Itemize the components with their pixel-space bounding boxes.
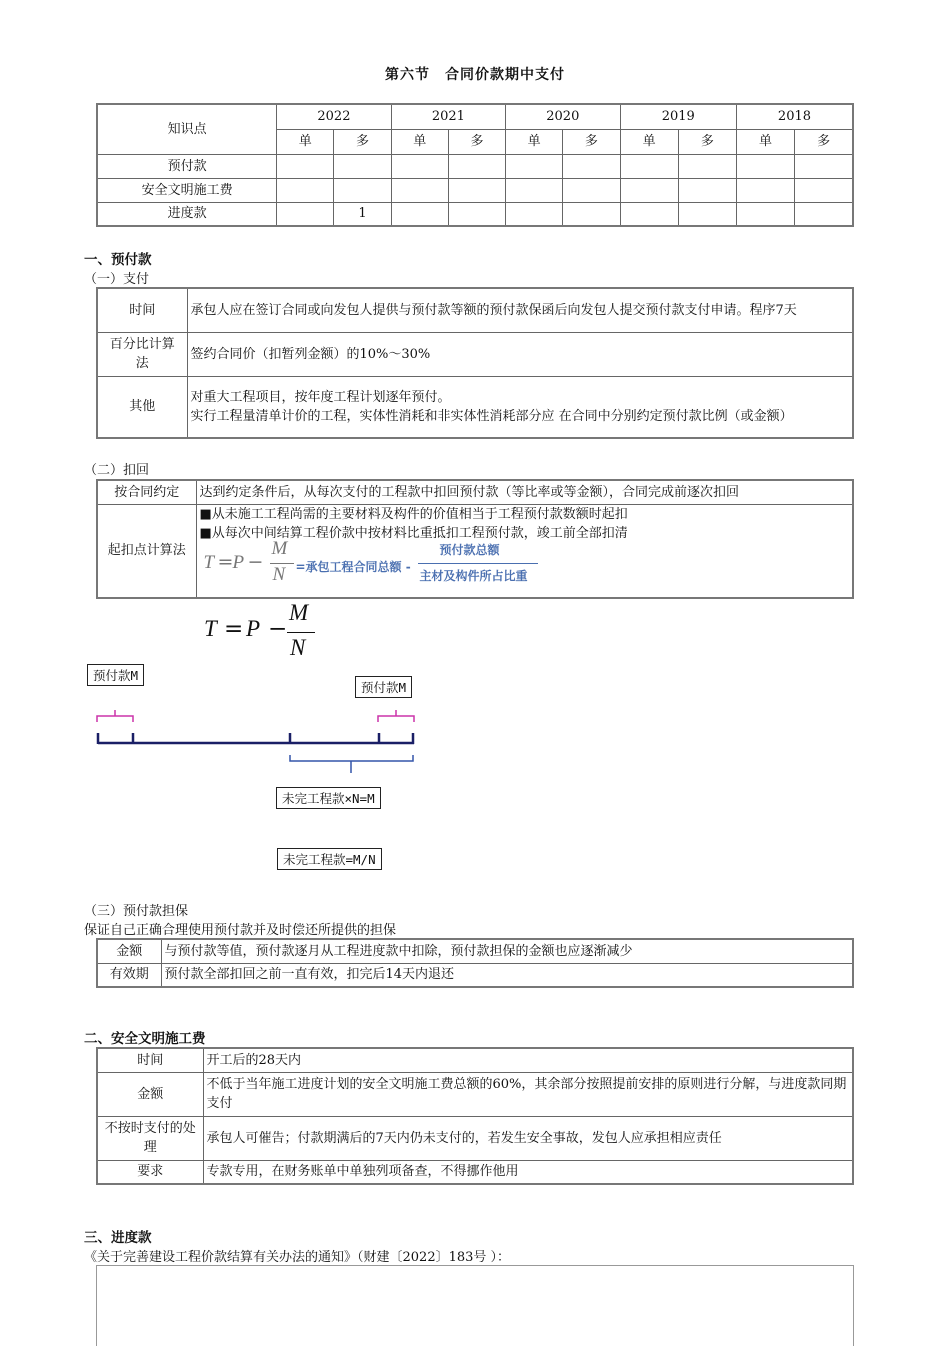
cell (391, 202, 448, 226)
formula-n: N (272, 563, 286, 585)
pay-label: 其他 (97, 376, 187, 438)
left-brace (97, 710, 133, 722)
cell (277, 154, 334, 178)
col-multi: 多 (563, 129, 620, 154)
big-formula-t: T (204, 616, 217, 641)
year-2020: 2020 (506, 104, 620, 129)
cell (334, 154, 391, 178)
col-multi: 多 (795, 129, 853, 154)
big-formula-n: N (290, 635, 306, 660)
col-single: 单 (620, 129, 678, 154)
year-2021: 2021 (391, 104, 505, 129)
formula-eq: = (217, 550, 234, 573)
col-multi: 多 (334, 129, 391, 154)
big-formula (204, 600, 324, 664)
cell (678, 154, 736, 178)
guarantee-label: 有效期 (97, 963, 161, 987)
col-multi: 多 (448, 129, 505, 154)
big-formula-minus: − (268, 616, 288, 642)
cell (563, 202, 620, 226)
cell (506, 178, 563, 202)
box-prepay-right: 预付款M (355, 676, 412, 698)
box-unfinished-m-over-n: 未完工程款=M/N (277, 848, 382, 870)
cell (563, 154, 620, 178)
formula-minus: − (247, 550, 264, 573)
cell (277, 202, 334, 226)
section3-heading: 三、进度款 (84, 1230, 152, 1246)
section1-heading: 一、预付款 (84, 252, 152, 268)
table-row (97, 154, 853, 178)
cell (736, 202, 794, 226)
cell (620, 154, 678, 178)
formula-frac-bottom: 主材及构件所占比重 (419, 568, 528, 583)
guarantee-label: 金额 (97, 939, 161, 963)
guarantee-text: 预付款全部扣回之前一直有效，扣完后14天内退还 (161, 963, 853, 987)
col-single: 单 (736, 129, 794, 154)
safety-label: 不按时支付的处理 (97, 1116, 203, 1160)
guarantee-table (96, 938, 854, 988)
safety-label: 时间 (97, 1048, 203, 1072)
cell (506, 202, 563, 226)
formula-frac-top: 预付款总额 (439, 542, 500, 557)
col-single: 单 (277, 129, 334, 154)
section1-sub1: （一）支付 (84, 272, 150, 287)
cell (277, 178, 334, 202)
cell (795, 178, 853, 202)
stats-table (96, 103, 854, 227)
pay-text: 承包人应在签订合同或向发包人提供与预付款等额的预付款保函后向发包人提交预付款支付申请。程序7天 (187, 288, 853, 332)
formula-m: M (271, 537, 288, 559)
section1-sub3: （三）预付款担保 (84, 904, 189, 919)
page-title: 第六节 合同价款期中支付 (385, 67, 565, 83)
big-formula-m: M (289, 600, 309, 625)
guarantee-text: 与预付款等值，预付款逐月从工程进度款中扣除，预付款担保的金额也应逐渐减少 (161, 939, 853, 963)
cell (736, 178, 794, 202)
big-formula-p: P (246, 616, 261, 641)
formula-frac-bar (418, 563, 538, 564)
right-brace (378, 710, 414, 722)
row-name: 安全文明施工费 (97, 178, 277, 202)
big-formula-eq: = (224, 616, 244, 642)
header-label: 知识点 (97, 104, 277, 154)
cell (620, 202, 678, 226)
box-prepay-left: 预付款M (87, 664, 144, 686)
cell (795, 154, 853, 178)
formula-p: P (232, 551, 245, 573)
deduct-text: 达到约定条件后，从每次支付的工程款中扣回预付款（等比率或等金额），合同完成前逐次扣回 (196, 480, 853, 504)
row-name: 进度款 (97, 202, 277, 226)
col-single: 单 (391, 129, 448, 154)
timeline (98, 733, 414, 744)
cell (448, 202, 505, 226)
cell (506, 154, 563, 178)
box-unfinished-times-n: 未完工程款×N=M (276, 787, 381, 809)
pay-label: 百分比计算法 (97, 332, 187, 376)
cell (448, 178, 505, 202)
cell (736, 154, 794, 178)
cell (563, 178, 620, 202)
cell (391, 178, 448, 202)
cell (620, 178, 678, 202)
pay-text: 对重大工程项目，按年度工程计划逐年预付。 实行工程量清单计价的工程，实体性消耗和非实体性消耗部分应 在合同中分别约定预付款比例（或金额） (187, 376, 853, 438)
section1-sub2: （二）扣回 (84, 463, 150, 478)
safety-label: 金额 (97, 1072, 203, 1116)
table-row (97, 178, 853, 202)
year-2018: 2018 (736, 104, 853, 129)
year-2022: 2022 (277, 104, 391, 129)
table-row (97, 202, 853, 226)
big-formula-bar (287, 632, 315, 633)
safety-text: 承包人可催告；付款期满后的7天内仍未支付的，若发生安全事故，发包人应承担相应责任 (203, 1116, 853, 1160)
safety-text: 开工后的28天内 (203, 1048, 853, 1072)
inline-formula (200, 537, 850, 593)
deduct-label: 按合同约定 (97, 480, 196, 504)
safety-text: 专款专用，在财务账单中单独列项备查，不得挪作他用 (203, 1160, 853, 1184)
cell (678, 202, 736, 226)
pay-table (96, 287, 854, 439)
formula-text1: =承包工程合同总额 - (295, 559, 411, 574)
pay-label: 时间 (97, 288, 187, 332)
safety-label: 要求 (97, 1160, 203, 1184)
cell (391, 154, 448, 178)
cell (678, 178, 736, 202)
deduct-content (196, 504, 853, 598)
section2-heading: 二、安全文明施工费 (84, 1031, 206, 1047)
cell (448, 154, 505, 178)
cell (795, 202, 853, 226)
deduct-label: 起扣点计算法 (97, 504, 196, 598)
safety-fee-table (96, 1047, 854, 1185)
deduct-table (96, 479, 854, 599)
cell (334, 178, 391, 202)
year-2019: 2019 (620, 104, 736, 129)
pay-text: 签约合同价（扣暂列金额）的10%～30% (187, 332, 853, 376)
deduct-line1: ■从未施工工程尚需的主要材料及构件的价值相当于工程预付款数额时起扣 (199, 506, 628, 522)
mid-brace (290, 755, 413, 773)
col-multi: 多 (678, 129, 736, 154)
timeline-diagram (0, 700, 950, 790)
safety-text: 不低于当年施工进度计划的安全文明施工费总额的60%，其余部分按照提前安排的原则进行分解，与进度款同期支付 (203, 1072, 853, 1116)
col-single: 单 (506, 129, 563, 154)
progress-payment-box (96, 1265, 854, 1346)
deduct-line2: ■从每次中间结算工程价款中按材料比重抵扣工程预付款，竣工前全部扣清 (199, 525, 628, 541)
section1-sub3-desc: 保证自己正确合理使用预付款并及时偿还所提供的担保 (84, 923, 397, 938)
cell: 1 (334, 202, 391, 226)
section3-desc: 《关于完善建设工程价款结算有关办法的通知》（财建〔2022〕183号 ）： (84, 1250, 511, 1265)
row-name: 预付款 (97, 154, 277, 178)
formula-t: T (203, 551, 215, 573)
